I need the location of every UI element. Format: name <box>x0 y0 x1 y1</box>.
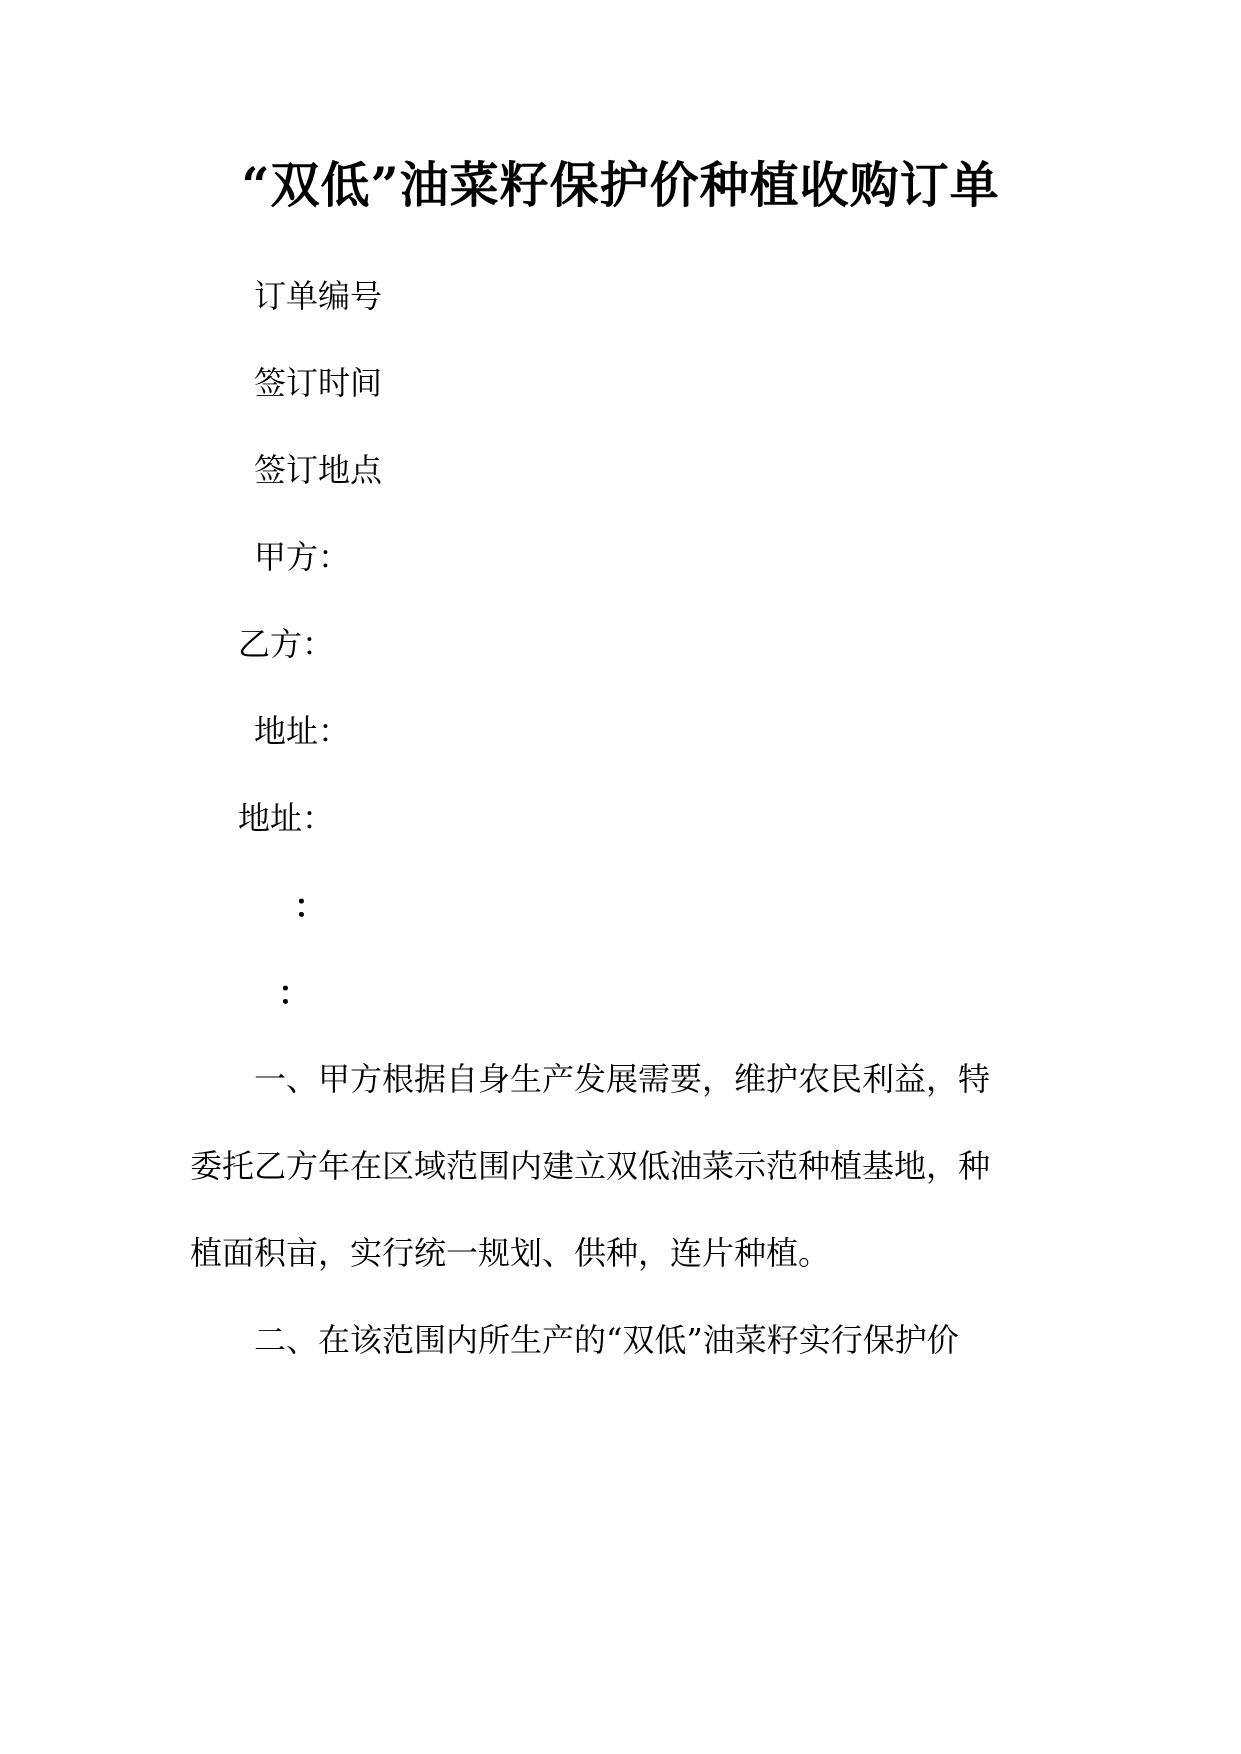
order-number-label: 订单编号 <box>254 277 383 315</box>
document-title: “双低”油菜籽保护价种植收购订单 <box>241 156 1000 214</box>
sign-place-label: 签订地点 <box>254 451 383 489</box>
clause-1-line-3: 植面积亩，实行统一规划、供种，连片种植。 <box>190 1234 831 1272</box>
party-b-label: 乙方： <box>238 625 335 663</box>
clause-1-line-2: 委托乙方年在区域范围内建立双低油菜示范种植基地，种 <box>190 1147 991 1185</box>
blank-colon-1: ： <box>294 887 327 925</box>
sign-time-label: 签订时间 <box>254 364 383 402</box>
party-a-label: 甲方： <box>254 538 351 576</box>
clause-1-line-1: 一、甲方根据自身生产发展需要，维护农民利益，特 <box>254 1060 991 1098</box>
address-b-label: 地址： <box>238 799 335 837</box>
blank-colon-2: ： <box>278 974 311 1012</box>
clause-2-line-1: 二、在该范围内所生产的“双低”油菜籽实行保护价 <box>254 1321 959 1359</box>
address-a-label: 地址： <box>254 712 351 750</box>
